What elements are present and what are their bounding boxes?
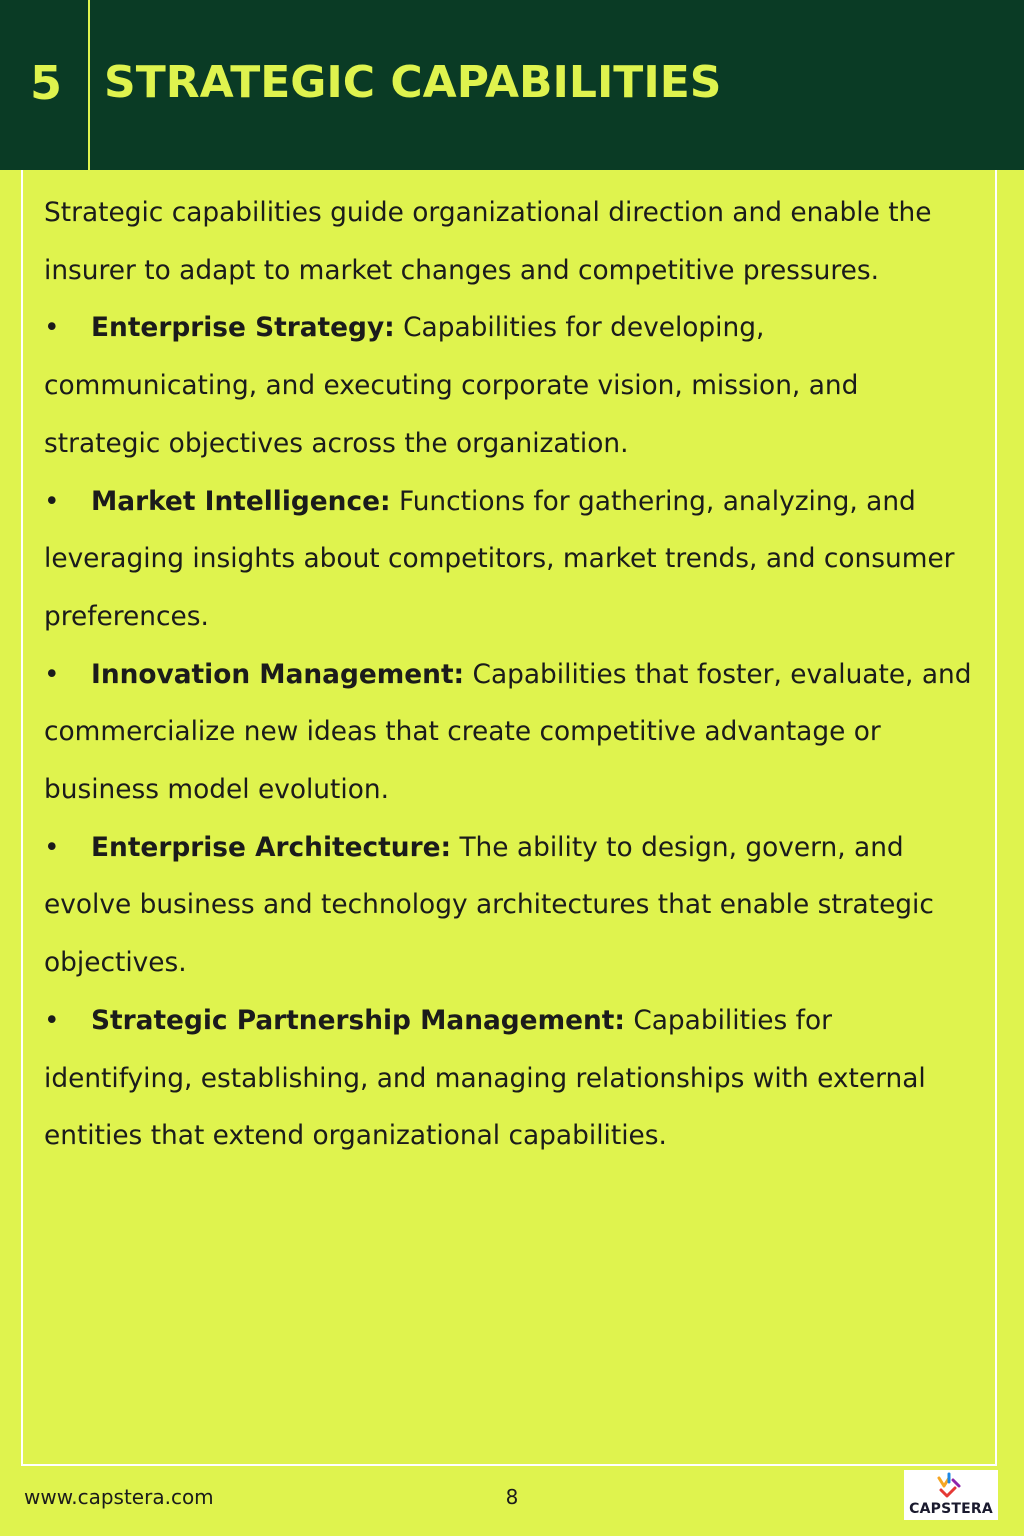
bullet-icon: • bbox=[44, 658, 60, 690]
bullet-text: Capabilities for identifying, establishing, and managing relationships with external entities that extend organizational capabilities. bbox=[44, 1004, 926, 1152]
bullet-item bbox=[44, 992, 979, 1165]
bullet-text: The ability to design, govern, and evolve business and technology architectures that enable strategic objectives. bbox=[44, 831, 934, 979]
bullet-term: Strategic Partnership Management: bbox=[91, 1004, 625, 1036]
header-divider bbox=[88, 0, 90, 170]
intro-paragraph: Strategic capabilities guide organizational direction and enable the insurer to adapt to market changes and competitive pressures. bbox=[44, 197, 932, 286]
bullet-text: Capabilities for developing, communicating, and executing corporate vision, mission, and strategic objectives across the organization. bbox=[44, 312, 859, 459]
section-number: 5 bbox=[30, 56, 63, 110]
website-link[interactable]: www.capstera.com bbox=[24, 1485, 214, 1509]
section-title: STRATEGIC CAPABILITIES bbox=[104, 57, 722, 108]
section-header bbox=[0, 0, 1024, 170]
bullet-term: Enterprise Strategy: bbox=[91, 312, 395, 344]
bullet-text: Capabilities that foster, evaluate, and commercialize new ideas that create competitive advantage or business model evolution. bbox=[44, 658, 972, 806]
bullet-icon: • bbox=[44, 831, 60, 863]
bullet-item bbox=[44, 473, 979, 646]
bullet-item bbox=[44, 299, 979, 472]
content-body bbox=[44, 184, 979, 1165]
logo-text: CAPSTERA bbox=[909, 1501, 993, 1517]
page-number: 8 bbox=[505, 1485, 519, 1509]
bullet-item bbox=[44, 819, 979, 992]
capstera-logo bbox=[904, 1470, 998, 1520]
bullet-text: Functions for gathering, analyzing, and leveraging insights about competitors, market trends, and consumer preferences. bbox=[44, 485, 955, 632]
bullet-icon: • bbox=[44, 1004, 60, 1036]
logo-mark-icon bbox=[935, 1472, 967, 1500]
bullet-term: Market Intelligence: bbox=[91, 485, 391, 517]
bullet-term: Innovation Management: bbox=[91, 658, 465, 690]
bullet-item bbox=[44, 646, 979, 819]
bullet-term: Enterprise Architecture: bbox=[91, 831, 452, 863]
bullet-icon: • bbox=[44, 312, 60, 344]
bullet-icon: • bbox=[44, 485, 60, 517]
